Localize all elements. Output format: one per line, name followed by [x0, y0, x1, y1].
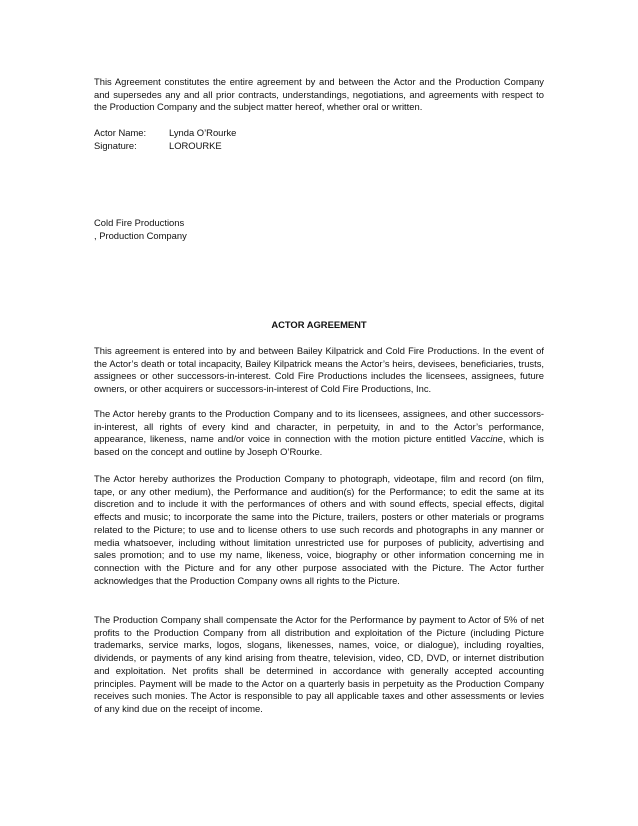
signature-label: Signature: [94, 140, 137, 151]
parties-paragraph: This agreement is entered into by and between Bailey Kilpatrick and Cold Fire Productions. In the event of the Actor’s death or total incapacity, Bailey Kilpatrick means the Actor’s heirs, devisees, beneficiaries, trusts, assignees or other successors-in-interest. Cold Fire Productions includes the licensees, assignees, future owners, or other acquirers or successors-in-interest of Cold Fire Productions, Inc. [94, 345, 544, 395]
grant-of-rights-paragraph: The Actor hereby grants to the Production Company and to its licensees, assignees, and other successors-in-interest, all rights of every kind and character, in perpetuity, in and to the Actor’s performance, appearance, likeness, name and/or voice in connection with the motion picture entitled Vaccine, which is based on the concept and outline by Joseph O’Rourke. [94, 408, 544, 458]
signature-value: LOROURKE [169, 140, 222, 151]
actor-name-value: Lynda O’Rourke [169, 127, 237, 138]
authorization-paragraph: The Actor hereby authorizes the Production Company to photograph, videotape, film and record (on film, tape, or any other medium), the Performance and audition(s) for the Performance; to edit the same at its discretion and to include it with the performances of others and with sound effects, special effects, digital effects and music; to incorporate the same into the Picture, trailers, posters or other materials or programs related to the Picture; to use and to license others to use such records and photographs in any manner or media whatsoever, including without limitation unrestricted use for purposes of publicity, advertising and sales promotion; and to use my name, likeness, voice, biography or other information concerning me in connection with the Picture and for any other purpose associated with the Picture. The Actor further acknowledges that the Production Company owns all rights to the Picture. [94, 473, 544, 586]
film-title: Vaccine [469, 433, 503, 445]
integration-clause: This Agreement constitutes the entire agreement by and between the Actor and the Production Company and supersedes any and all prior contracts, understandings, negotiations, and agreements with respect to the Production Company and the subject matter hereof, whether oral or written. [94, 76, 544, 113]
agreement-title: ACTOR AGREEMENT [271, 319, 367, 330]
compensation-paragraph: The Production Company shall compensate the Actor for the Performance by payment to Actor of 5% of net profits to the Production Company from all distribution and exploitation of the Picture (including Picture trademarks, service marks, logos, slogans, likenesses, names, voice, or dialogue), including royalties, dividends, or payments of any kind arising from theatre, television, video, CD, DVD, or internet distribution and exploitation. Net profits shall be determined in accordance with generally accepted accounting principles. Payment will be made to the Actor on a quarterly basis in perpetuity as the Production Company receives such monies. The Actor is responsible to pay all applicable taxes and other assessments or levies of any kind due on the receipt of income. [94, 614, 544, 714]
document-page: This Agreement constitutes the entire agreement by and between the Actor and the Production Company and supersedes any and all prior contracts, understandings, negotiations, and agreements with respect to the Production Company and the subject matter hereof, whether oral or written. Actor Name: Lynda O’Rourke Signature: LOROURKE Cold Fire Productions , Production Company ACTOR AGREEMENT This agreement is entered into by and between Bailey Kilpatrick and Cold Fire Productions. In the event of the Actor’s death or total incapacity, Bailey Kilpatrick means the Actor’s heirs, devisees, beneficiaries, trusts, assignees or other successors-in-interest. Cold Fire Productions includes the licensees, assignees, future owners, or other acquirers or successors-in-interest of Cold Fire Productions, Inc. The Actor hereby grants to the Production Company and to its licensees, assignees, and other successors-in-interest, all rights of every kind and character, in perpetuity, in and to the Actor’s performance, appearance, likeness, name and/or voice in connection with the motion picture entitled Vaccine, which is based on the concept and outline by Joseph O’Rourke. The Actor hereby authorizes the Production Company to photograph, videotape, film and record (on film, tape, or any other medium), the Performance and audition(s) for the Performance; to edit the same at its discretion and to include it with the performances of others and with sound effects, special effects, digital effects and music; to incorporate the same into the Picture, trailers, posters or other materials or programs related to the Picture; to use and to license others to use such records and photographs in any manner or media whatsoever, including without limitation unrestricted use for purposes of publicity, advertising and sales promotion; and to use my name, likeness, voice, biography or other information concerning me in connection with the Picture and for any other purpose associated with the Picture. The Actor further acknowledges that the Production Company owns all rights to the Picture. The Production Company shall compensate the Actor for the Performance by payment to Actor of 5% of net profits to the Production Company from all distribution and exploitation of the Picture (including Picture trademarks, service marks, logos, slogans, likenesses, names, voice, or dialogue), including royalties, dividends, or payments of any kind arising from theatre, television, video, CD, DVD, or internet distribution and exploitation. Net profits shall be determined in accordance with generally accepted accounting principles. Payment will be made to the Actor on a quarterly basis in perpetuity as the Production Company receives such monies. The Actor is responsible to pay all applicable taxes and other assessments or levies of any kind due on the receipt of income. [0, 0, 638, 826]
actor-name-label: Actor Name: [94, 127, 147, 138]
